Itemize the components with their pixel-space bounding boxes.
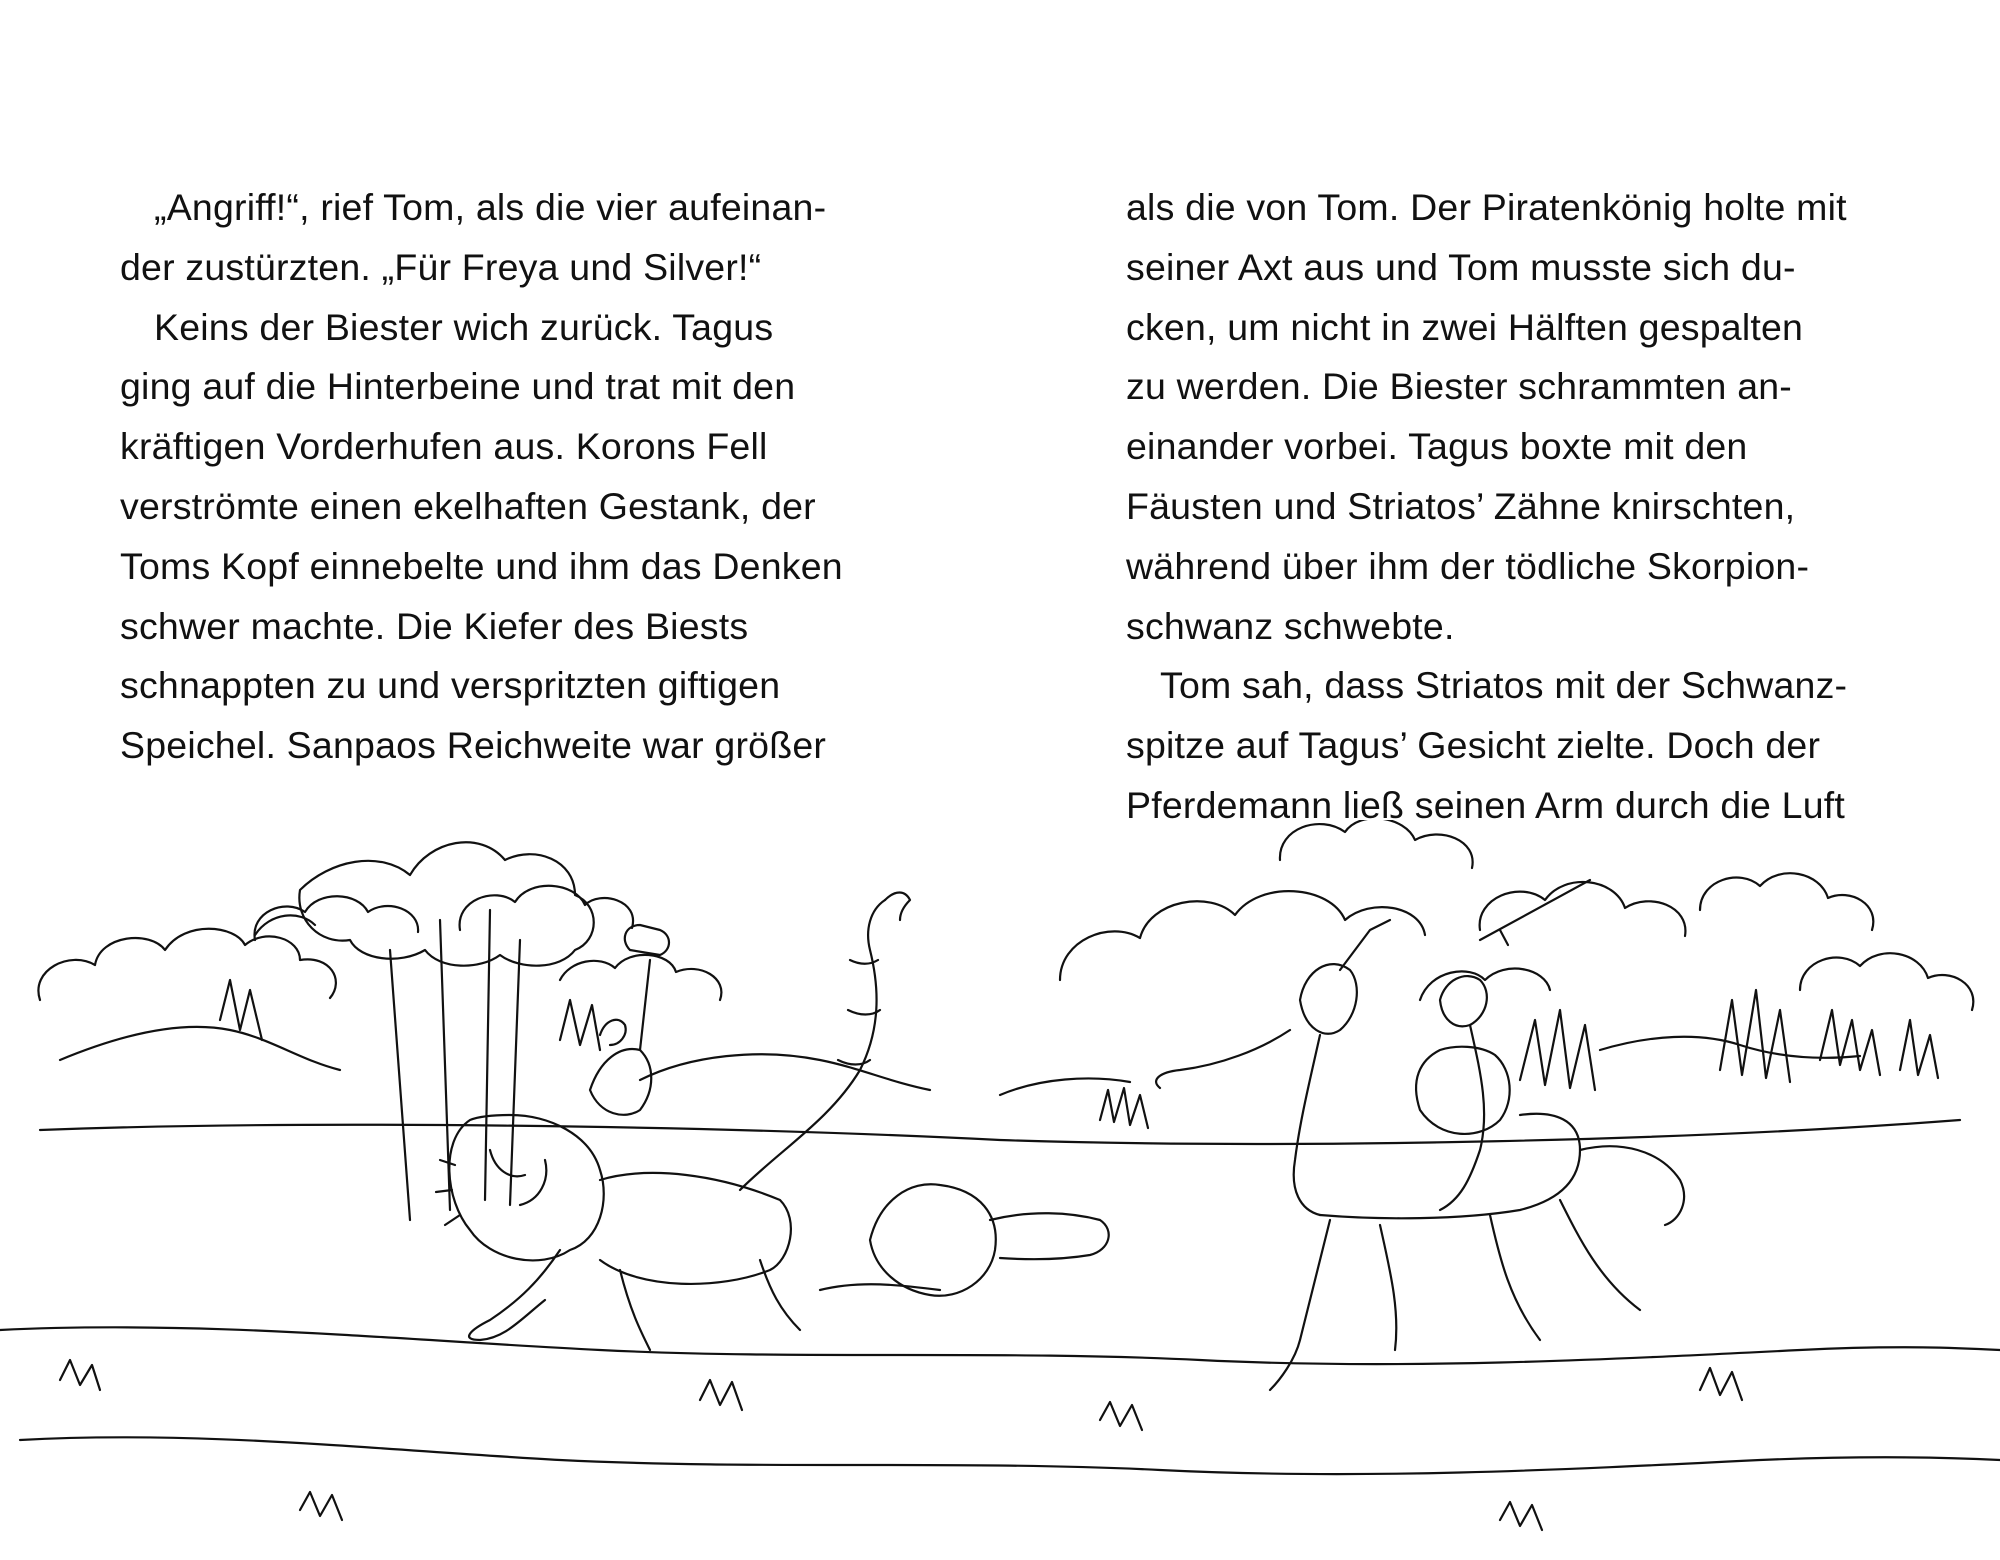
clouds-right (1060, 820, 1973, 1010)
lion-beast-figure (436, 1115, 800, 1350)
text-line: „Angriff!“, rief Tom, als die vier aufeinan- (154, 186, 827, 228)
hills (40, 1027, 1960, 1144)
text-line: ging auf die Hinterbeine und trat mit den (120, 365, 796, 408)
left-page-text (120, 178, 900, 776)
ground (0, 1327, 2000, 1530)
text-line: einander vorbei. Tagus boxte mit den (1126, 425, 1748, 468)
text-line: während über ihm der tödliche Skorpion- (1126, 544, 1810, 587)
text-line: der zustürzten. „Für Freya und Silver!“ (120, 245, 762, 288)
text-line: verströmte einen ekelhaften Gestank, der (120, 484, 816, 527)
text-line: Keins der Biester wich zurück. Tagus (154, 305, 774, 348)
text-line: als die von Tom. Der Piratenkönig holte mit (1126, 186, 1847, 228)
centaur-figure (1156, 920, 1684, 1390)
battle-scene-illustration (0, 820, 2000, 1560)
trees-left (220, 842, 600, 1220)
text-line: Fäusten und Striatos’ Zähne knirschten, (1126, 484, 1796, 527)
text-line: schwer machte. Die Kiefer des Biests (120, 604, 749, 647)
text-line: schwanz schwebte. (1126, 604, 1455, 647)
text-line: Pferdemann ließ seinen Arm durch die Luft (1126, 783, 1845, 826)
clouds-left (38, 886, 721, 1000)
text-line: cken, um nicht in zwei Hälften gespalten (1126, 305, 1804, 348)
text-line: Toms Kopf einnebelte und ihm das Denken (120, 544, 843, 587)
text-line: zu werden. Die Biester schrammten an- (1126, 365, 1792, 408)
right-page-text (1126, 178, 1916, 836)
text-line: schnappten zu und verspritzten giftigen (120, 664, 781, 707)
text-line: seiner Axt aus und Tom musste sich du- (1126, 245, 1796, 288)
fallen-creature-figure (820, 1184, 1109, 1296)
axe-rider-figure (590, 925, 669, 1115)
text-line: spitze auf Tagus’ Gesicht zielte. Doch der (1126, 724, 1821, 767)
scorpion-tail-figure (740, 893, 910, 1191)
text-line: Tom sah, dass Striatos mit der Schwanz- (1160, 664, 1848, 707)
text-line: kräftigen Vorderhufen aus. Korons Fell (120, 425, 768, 468)
text-line: Speichel. Sanpaos Reichweite war größer (120, 724, 827, 767)
